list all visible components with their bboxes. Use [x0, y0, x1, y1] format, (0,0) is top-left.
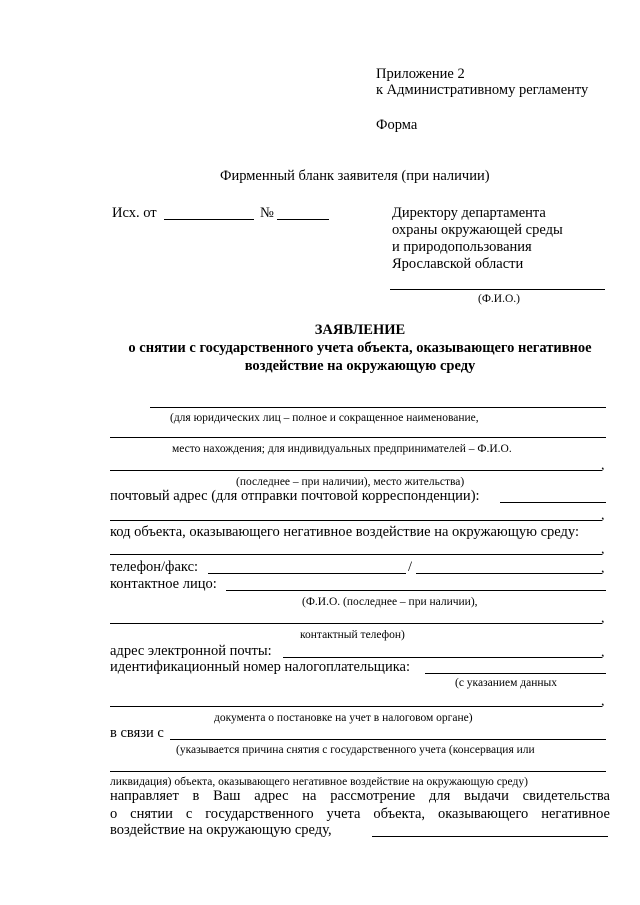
comma: ,	[601, 611, 605, 626]
postal-address-label: почтовый адрес (для отправки почтовой корреспонденции):	[110, 488, 480, 504]
postal-address-line[interactable]	[500, 502, 606, 503]
addressee-fio-caption: (Ф.И.О.)	[478, 293, 520, 305]
comma: ,	[601, 542, 605, 557]
phone-fax-label: телефон/факс:	[110, 559, 199, 575]
addressee-line-2: охраны окружающей среды	[392, 222, 563, 238]
comma: ,	[601, 561, 605, 576]
reason-label: в связи с	[110, 725, 164, 741]
phone-fax-separator: /	[408, 559, 413, 575]
postal-address-line-2[interactable]	[110, 520, 602, 521]
reason-line[interactable]	[170, 739, 606, 740]
closing-line-2: о снятии с государственного учета объекта, оказывающего негативное	[110, 806, 610, 822]
reason-line-2[interactable]	[110, 771, 606, 772]
inn-document-line[interactable]	[110, 706, 602, 707]
contact-person-line[interactable]	[226, 590, 606, 591]
phone-line[interactable]	[208, 573, 406, 574]
appendix-title: Приложение 2	[376, 66, 465, 82]
addressee-line-4: Ярославской области	[392, 256, 524, 272]
inn-line[interactable]	[425, 673, 606, 674]
caption-legal-entity: (для юридических лиц – полное и сокращенное наименование,	[170, 412, 479, 424]
closing-line-3: воздействие на окружающую среду,	[110, 822, 332, 838]
inn-label: идентификационный номер налогоплательщика:	[110, 659, 411, 675]
caption-location: место нахождения; для индивидуальных предпринимателей – Ф.И.О.	[172, 443, 512, 455]
addressee-fio-line[interactable]	[390, 289, 605, 290]
comma: ,	[601, 508, 605, 523]
comma: ,	[601, 694, 605, 709]
comma: ,	[601, 458, 605, 473]
form-label: Форма	[376, 117, 418, 133]
appendix-regulation: к Административному регламенту	[376, 82, 589, 98]
caption-contact-phone: контактный телефон)	[300, 629, 405, 641]
document-subtitle-2: воздействие на окружающую среду	[244, 358, 476, 374]
email-line[interactable]	[283, 657, 602, 658]
outgoing-number-label: №	[260, 205, 274, 221]
applicant-name-line[interactable]	[150, 407, 606, 408]
outgoing-date-line[interactable]	[164, 219, 254, 220]
outgoing-number-line[interactable]	[277, 219, 329, 220]
contact-phone-line[interactable]	[110, 623, 602, 624]
closing-line-1: направляет в Ваш адрес на рассмотрение для выдачи свидетельства	[110, 788, 610, 804]
comma: ,	[601, 645, 605, 660]
fax-line[interactable]	[416, 573, 602, 574]
object-code-label: код объекта, оказывающего негативное воздействие на окружающую среду:	[110, 524, 580, 540]
contact-person-label: контактное лицо:	[110, 576, 217, 592]
email-label: адрес электронной почты:	[110, 643, 272, 659]
document-subtitle-1: о снятии с государственного учета объекта, оказывающего негативное	[128, 340, 592, 356]
addressee-line-3: и природопользования	[392, 239, 532, 255]
applicant-residence-line[interactable]	[110, 470, 602, 471]
caption-inn-2: документа о постановке на учет в налоговом органе)	[214, 712, 473, 724]
applicant-location-line[interactable]	[110, 437, 606, 438]
letterhead-caption: Фирменный бланк заявителя (при наличии)	[220, 168, 490, 184]
caption-inn-1: (с указанием данных	[455, 677, 558, 689]
caption-reason-2: ликвидация) объекта, оказывающего негативное воздействие на окружающую среду)	[110, 776, 528, 788]
caption-contact-fio: (Ф.И.О. (последнее – при наличии),	[302, 596, 478, 608]
closing-line[interactable]	[372, 836, 608, 837]
object-code-line[interactable]	[110, 554, 602, 555]
addressee-line-1: Директору департамента	[392, 205, 546, 221]
document-heading: ЗАЯВЛЕНИЕ	[314, 322, 406, 338]
outgoing-ref-label: Исх. от	[112, 205, 157, 221]
caption-reason-1: (указывается причина снятия с государственного учета (консервация или	[176, 744, 535, 756]
caption-residence: (последнее – при наличии), место жительства)	[236, 476, 465, 488]
